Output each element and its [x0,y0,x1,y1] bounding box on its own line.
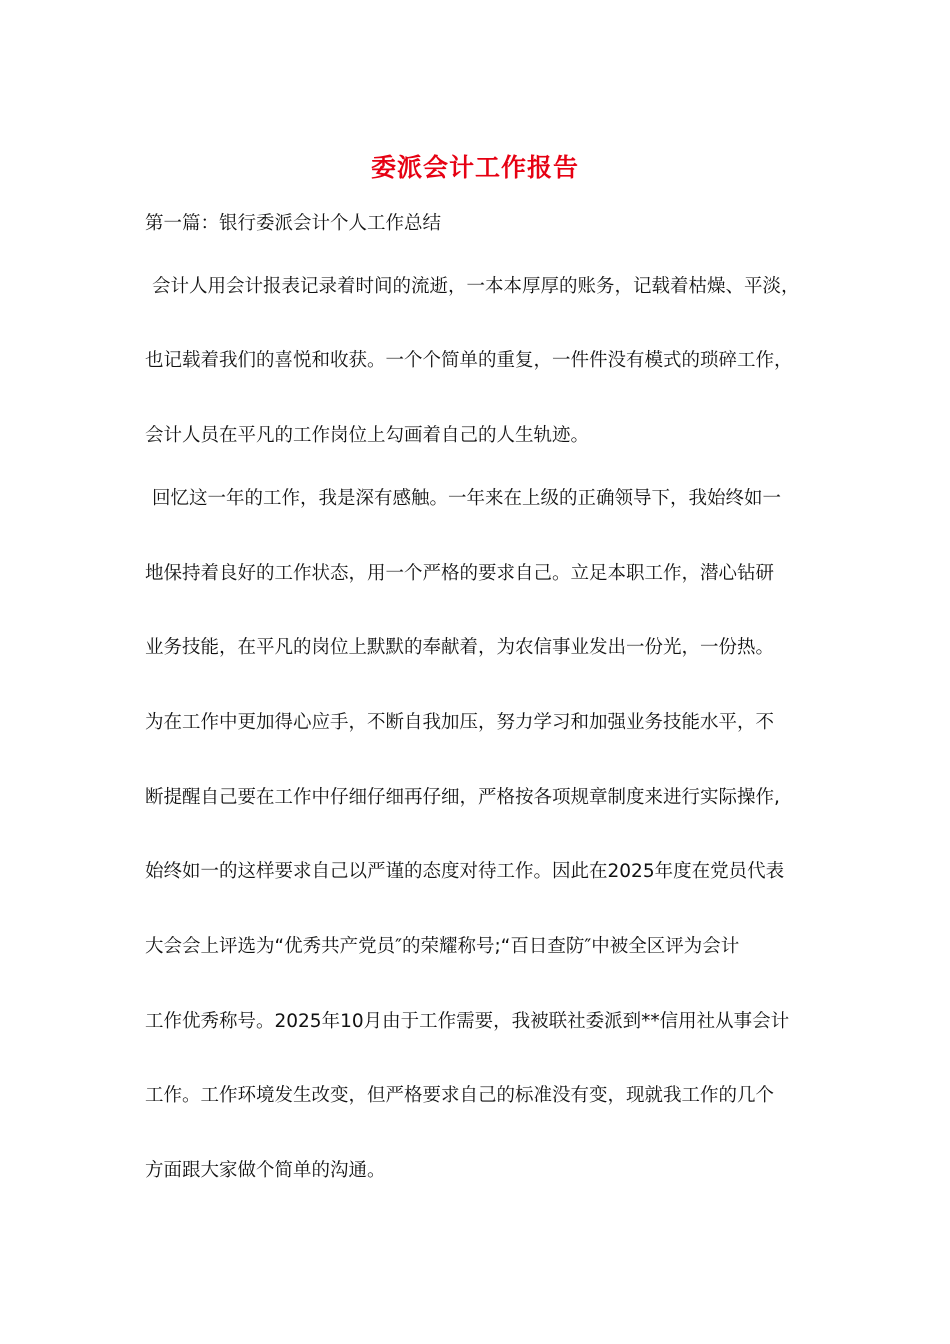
paragraph-line: 会计人员在平凡的工作岗位上勾画着自己的人生轨迹。 [145,425,590,446]
paragraph-line: 也记载着我们的喜悦和收获。一个个简单的重复，一件件没有模式的琐碎工作， [145,350,793,371]
paragraph-line: 为在工作中更加得心应手，不断自我加压，努力学习和加强业务技能水平，不 [145,712,775,733]
paragraph-line: 工作。工作环境发生改变，但严格要求自己的标准没有变，现就我工作的几个 [145,1085,775,1106]
paragraph-line: 始终如一的这样要求自己以严谨的态度对待工作。因此在2025年度在党员代表 [145,861,785,882]
paragraph-line: 会计人用会计报表记录着时间的流逝，一本本厚厚的账务，记载着枯燥、平淡， [152,276,800,297]
document-title: 委派会计工作报告 [370,153,579,182]
paragraph-line: 地保持着良好的工作状态，用一个严格的要求自己。立足本职工作，潜心钻研 [145,563,775,584]
paragraph-line: 断提醒自己要在工作中仔细仔细再仔细，严格按各项规章制度来进行实际操作, [145,787,780,808]
paragraph-line: 业务技能，在平凡的岗位上默默的奉献着，为农信事业发出一份光，一份热。 [145,637,775,658]
paragraph-line: 方面跟大家做个简单的沟通。 [145,1160,386,1181]
paragraph-line: 工作优秀称号。2025年10月由于工作需要，我被联社委派到**信用社从事会计 [145,1011,790,1032]
paragraph-line: 回忆这一年的工作，我是深有感触。一年来在上级的正确领导下，我始终如一 [152,488,782,509]
paragraph-line: 大会会上评选为“优秀共产党员″的荣耀称号;“百日查防″中被全区评为会计 [145,936,740,957]
section-heading: 第一篇：银行委派会计个人工作总结 [145,213,442,234]
